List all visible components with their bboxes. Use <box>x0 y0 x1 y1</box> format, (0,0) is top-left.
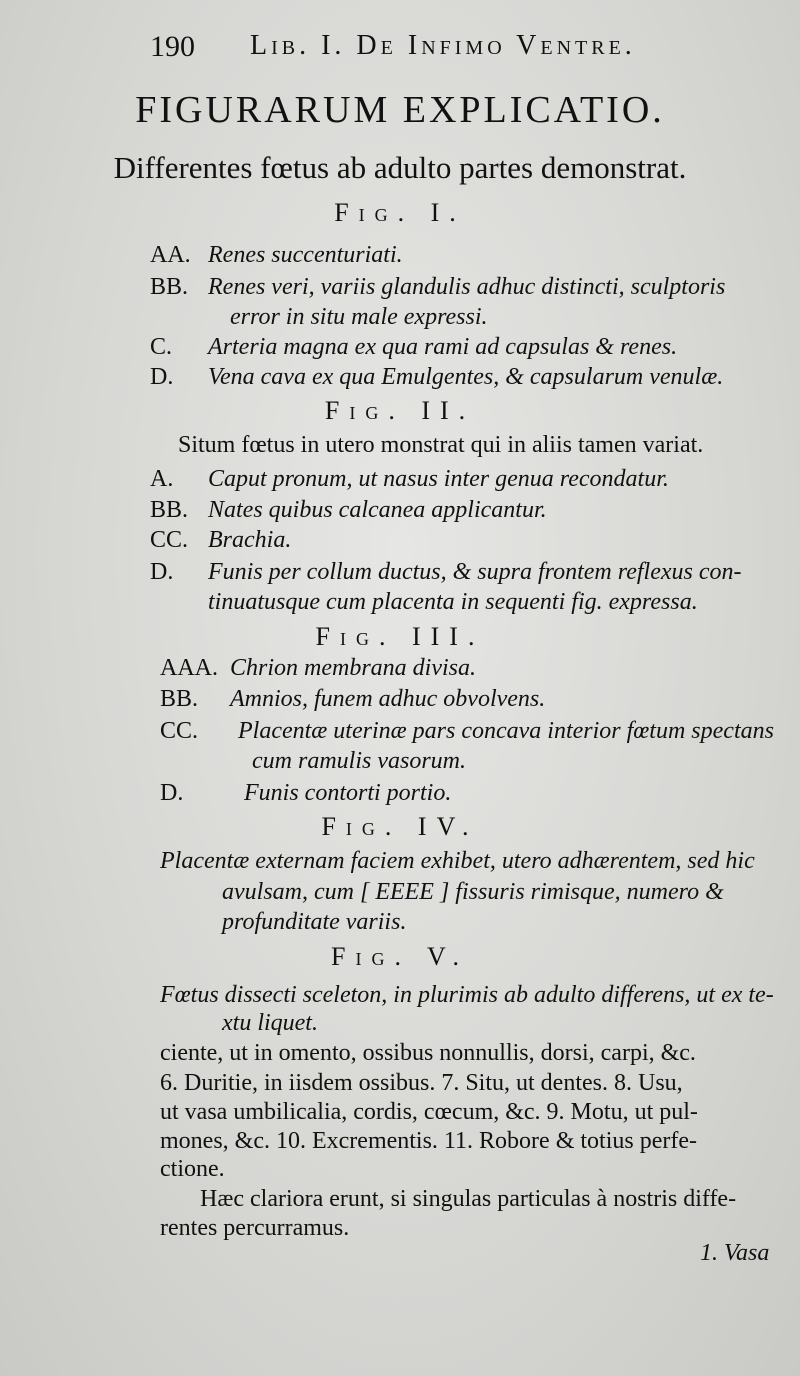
fig-text-line: avulsam, cum [ EEEE ] fissuris rimisque, numero & <box>222 879 724 905</box>
page-title: FIGURARUM EXPLICATIO. <box>135 89 665 131</box>
legend-text: Chrion membrana divisa. <box>230 655 476 681</box>
fig-text-line: xtu liquet. <box>222 1010 318 1036</box>
legend-text: Placentæ uterinæ pars concava interior fœtum spectans <box>238 718 774 744</box>
legend-key: D. <box>150 559 174 585</box>
legend-key: CC. <box>150 527 189 553</box>
legend-key: D. <box>160 780 184 806</box>
legend-key: CC. <box>160 718 199 744</box>
legend-text: Renes veri, variis glandulis adhuc distincti, sculptoris <box>208 274 726 300</box>
fig-heading-2: Fig. II. <box>324 396 476 425</box>
body-line: mones, &c. 10. Excrementis. 11. Robore & totius perfe- <box>160 1128 697 1154</box>
legend-key: A. <box>150 466 174 492</box>
legend-text: cum ramulis vasorum. <box>252 748 466 774</box>
page-number: 190 <box>150 30 195 63</box>
legend-text: Nates quibus calcanea applicantur. <box>208 497 547 523</box>
legend-key: AA. <box>150 242 191 268</box>
legend-text: tinuatusque cum placenta in sequenti fig. expressa. <box>208 589 698 615</box>
fig-heading-3: Fig. III. <box>315 622 485 651</box>
fig-text-line: Fœtus dissecti sceleton, in plurimis ab adulto differens, ut ex te- <box>160 982 774 1008</box>
page-subtitle: Differentes fœtus ab adulto partes demonstrat. <box>113 150 687 185</box>
legend-key: D. <box>150 364 174 390</box>
body-line: ciente, ut in omento, ossibus nonnullis, dorsi, carpi, &c. <box>160 1040 696 1066</box>
legend-key: BB. <box>160 686 199 712</box>
legend-text: Brachia. <box>208 527 292 553</box>
legend-text: Vena cava ex qua Emulgentes, & capsularum venulæ. <box>208 364 724 390</box>
body-line: ctione. <box>160 1156 225 1182</box>
legend-text: Arteria magna ex qua rami ad capsulas & renes. <box>208 334 678 360</box>
fig-heading-5: Fig. V. <box>331 942 469 971</box>
body-line: 6. Duritie, in iisdem ossibus. 7. Situ, ut dentes. 8. Usu, <box>160 1070 683 1096</box>
legend-text: Amnios, funem adhuc obvolvens. <box>230 686 546 712</box>
legend-key: BB. <box>150 497 189 523</box>
legend-text: Funis contorti portio. <box>244 780 452 806</box>
legend-key: C. <box>150 334 173 360</box>
legend-text: Funis per collum ductus, & supra frontem reflexus con- <box>208 559 742 585</box>
running-head: Lib. I. De Infimo Ventre. <box>250 30 636 61</box>
fig-text-line: profunditate variis. <box>222 909 407 935</box>
catchword: 1. Vasa <box>700 1240 770 1266</box>
legend-key: AAA. <box>160 655 218 681</box>
legend-text: Renes succenturiati. <box>208 242 403 268</box>
body-line: rentes percurramus. <box>160 1215 350 1241</box>
legend-text: error in situ male expressi. <box>230 304 488 330</box>
fig-intro: Situm fœtus in utero monstrat qui in aliis tamen variat. <box>178 432 704 458</box>
fig-heading-1: Fig. I. <box>334 198 466 227</box>
fig-heading-4: Fig. IV. <box>321 812 479 841</box>
fig-text-line: Placentæ externam faciem exhibet, utero adhærentem, sed hic <box>160 848 755 874</box>
page-header <box>150 30 780 70</box>
legend-key: BB. <box>150 274 189 300</box>
body-line: Hæc clariora erunt, si singulas particulas à nostris diffe- <box>200 1186 737 1212</box>
body-line: ut vasa umbilicalia, cordis, cœcum, &c. 9. Motu, ut pul- <box>160 1099 698 1125</box>
legend-text: Caput pronum, ut nasus inter genua recondatur. <box>208 466 669 492</box>
